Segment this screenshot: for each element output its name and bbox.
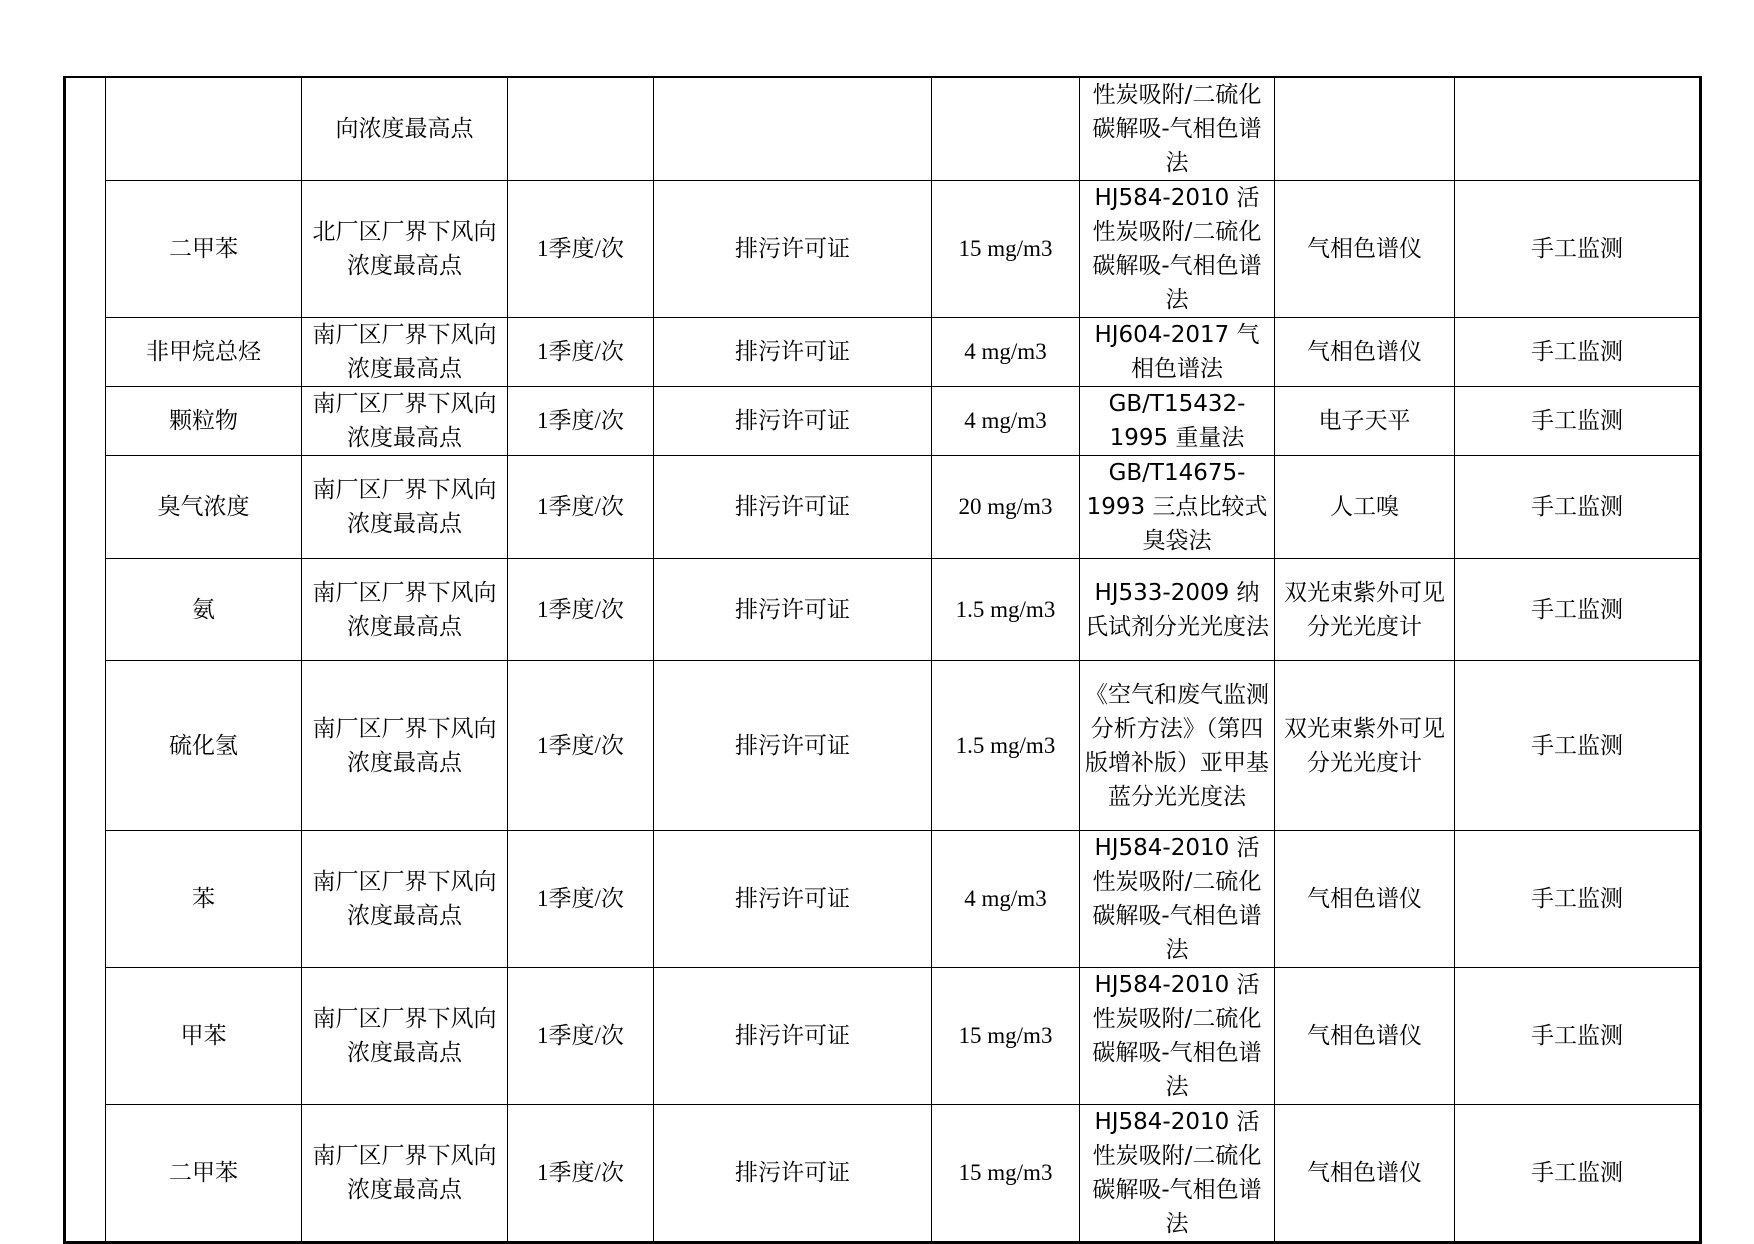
cell-method: GB/T14675-1993 三点比较式臭袋法 xyxy=(1080,456,1275,559)
table-row xyxy=(65,456,1701,559)
cell-method: HJ584-2010 活性炭吸附/二硫化碳解吸-气相色谱法 xyxy=(1080,181,1275,318)
cell-instrument: 气相色谱仪 xyxy=(1275,831,1455,968)
cell-method: HJ533-2009 纳氏试剂分光光度法 xyxy=(1080,559,1275,661)
table-row xyxy=(65,661,1701,831)
cell-instrument: 气相色谱仪 xyxy=(1275,181,1455,318)
cell-basis: 排污许可证 xyxy=(654,1105,932,1243)
cell-item: 硫化氢 xyxy=(106,661,302,831)
cell-frequency: 1季度/次 xyxy=(508,968,654,1105)
table-row xyxy=(65,968,1701,1105)
cell-mode: 手工监测 xyxy=(1455,318,1701,387)
cell-limit: 15 mg/m3 xyxy=(932,1105,1080,1243)
cell-item: 臭气浓度 xyxy=(106,456,302,559)
cell-limit xyxy=(932,77,1080,181)
cell-location: 南厂区厂界下风向浓度最高点 xyxy=(302,387,508,456)
cell-instrument: 双光束紫外可见分光光度计 xyxy=(1275,559,1455,661)
cell-limit: 4 mg/m3 xyxy=(932,831,1080,968)
cell-basis: 排污许可证 xyxy=(654,318,932,387)
cell-instrument: 气相色谱仪 xyxy=(1275,318,1455,387)
cell-instrument: 气相色谱仪 xyxy=(1275,968,1455,1105)
cell-mode: 手工监测 xyxy=(1455,1105,1701,1243)
cell-instrument: 气相色谱仪 xyxy=(1275,1105,1455,1243)
cell-frequency: 1季度/次 xyxy=(508,661,654,831)
cell-method: HJ584-2010 活性炭吸附/二硫化碳解吸-气相色谱法 xyxy=(1080,968,1275,1105)
cell-mode: 手工监测 xyxy=(1455,661,1701,831)
table-row xyxy=(65,77,1701,181)
table-row xyxy=(65,831,1701,968)
cell-location: 南厂区厂界下风向浓度最高点 xyxy=(302,318,508,387)
cell-limit: 1.5 mg/m3 xyxy=(932,661,1080,831)
cell-item: 甲苯 xyxy=(106,968,302,1105)
cell-location: 南厂区厂界下风向浓度最高点 xyxy=(302,559,508,661)
cell-frequency: 1季度/次 xyxy=(508,1105,654,1243)
cell-frequency: 1季度/次 xyxy=(508,318,654,387)
table-row xyxy=(65,559,1701,661)
cell-frequency: 1季度/次 xyxy=(508,456,654,559)
cell-frequency: 1季度/次 xyxy=(508,559,654,661)
monitoring-table xyxy=(63,76,1702,1244)
cell-method: HJ584-2010 活性炭吸附/二硫化碳解吸-气相色谱法 xyxy=(1080,1105,1275,1243)
cell-method: 性炭吸附/二硫化碳解吸-气相色谱法 xyxy=(1080,77,1275,181)
cell-location: 北厂区厂界下风向浓度最高点 xyxy=(302,181,508,318)
cell-frequency: 1季度/次 xyxy=(508,387,654,456)
cell-mode xyxy=(1455,77,1701,181)
cell-basis: 排污许可证 xyxy=(654,456,932,559)
cell-mode: 手工监测 xyxy=(1455,387,1701,456)
table-row xyxy=(65,318,1701,387)
cell-mode: 手工监测 xyxy=(1455,456,1701,559)
cell-method: GB/T15432-1995 重量法 xyxy=(1080,387,1275,456)
cell-item: 非甲烷总烃 xyxy=(106,318,302,387)
cell-limit: 20 mg/m3 xyxy=(932,456,1080,559)
cell-basis: 排污许可证 xyxy=(654,831,932,968)
cell-basis: 排污许可证 xyxy=(654,661,932,831)
cell-instrument: 双光束紫外可见分光光度计 xyxy=(1275,661,1455,831)
cell-instrument: 电子天平 xyxy=(1275,387,1455,456)
cell-item: 苯 xyxy=(106,831,302,968)
cell-instrument: 人工嗅 xyxy=(1275,456,1455,559)
cell-method: 《空气和废气监测分析方法》（第四版增补版）亚甲基蓝分光光度法 xyxy=(1080,661,1275,831)
cell-mode: 手工监测 xyxy=(1455,559,1701,661)
cell-method: HJ604-2017 气相色谱法 xyxy=(1080,318,1275,387)
cell-location: 南厂区厂界下风向浓度最高点 xyxy=(302,456,508,559)
cell-limit: 15 mg/m3 xyxy=(932,181,1080,318)
cell-method: HJ584-2010 活性炭吸附/二硫化碳解吸-气相色谱法 xyxy=(1080,831,1275,968)
cell-limit: 1.5 mg/m3 xyxy=(932,559,1080,661)
cell-frequency: 1季度/次 xyxy=(508,181,654,318)
cell-item: 氨 xyxy=(106,559,302,661)
cell-location: 南厂区厂界下风向浓度最高点 xyxy=(302,831,508,968)
cell-instrument xyxy=(1275,77,1455,181)
cell-location: 向浓度最高点 xyxy=(302,77,508,181)
table-row xyxy=(65,387,1701,456)
cell-location: 南厂区厂界下风向浓度最高点 xyxy=(302,968,508,1105)
cell-item: 二甲苯 xyxy=(106,181,302,318)
table-row xyxy=(65,1105,1701,1243)
cell-location: 南厂区厂界下风向浓度最高点 xyxy=(302,1105,508,1243)
cell-basis: 排污许可证 xyxy=(654,559,932,661)
cell-location: 南厂区厂界下风向浓度最高点 xyxy=(302,661,508,831)
cell-frequency: 1季度/次 xyxy=(508,831,654,968)
cell-mode: 手工监测 xyxy=(1455,968,1701,1105)
cell-limit: 4 mg/m3 xyxy=(932,318,1080,387)
cell-limit: 15 mg/m3 xyxy=(932,968,1080,1105)
cell-mode: 手工监测 xyxy=(1455,181,1701,318)
cell-frequency xyxy=(508,77,654,181)
cell-limit: 4 mg/m3 xyxy=(932,387,1080,456)
cell-item: 二甲苯 xyxy=(106,1105,302,1243)
cell-item: 颗粒物 xyxy=(106,387,302,456)
cell-basis: 排污许可证 xyxy=(654,181,932,318)
cell-item xyxy=(106,77,302,181)
table-row xyxy=(65,181,1701,318)
cell-basis: 排污许可证 xyxy=(654,968,932,1105)
cell-basis xyxy=(654,77,932,181)
continued-column xyxy=(65,77,106,1243)
cell-mode: 手工监测 xyxy=(1455,831,1701,968)
cell-basis: 排污许可证 xyxy=(654,387,932,456)
